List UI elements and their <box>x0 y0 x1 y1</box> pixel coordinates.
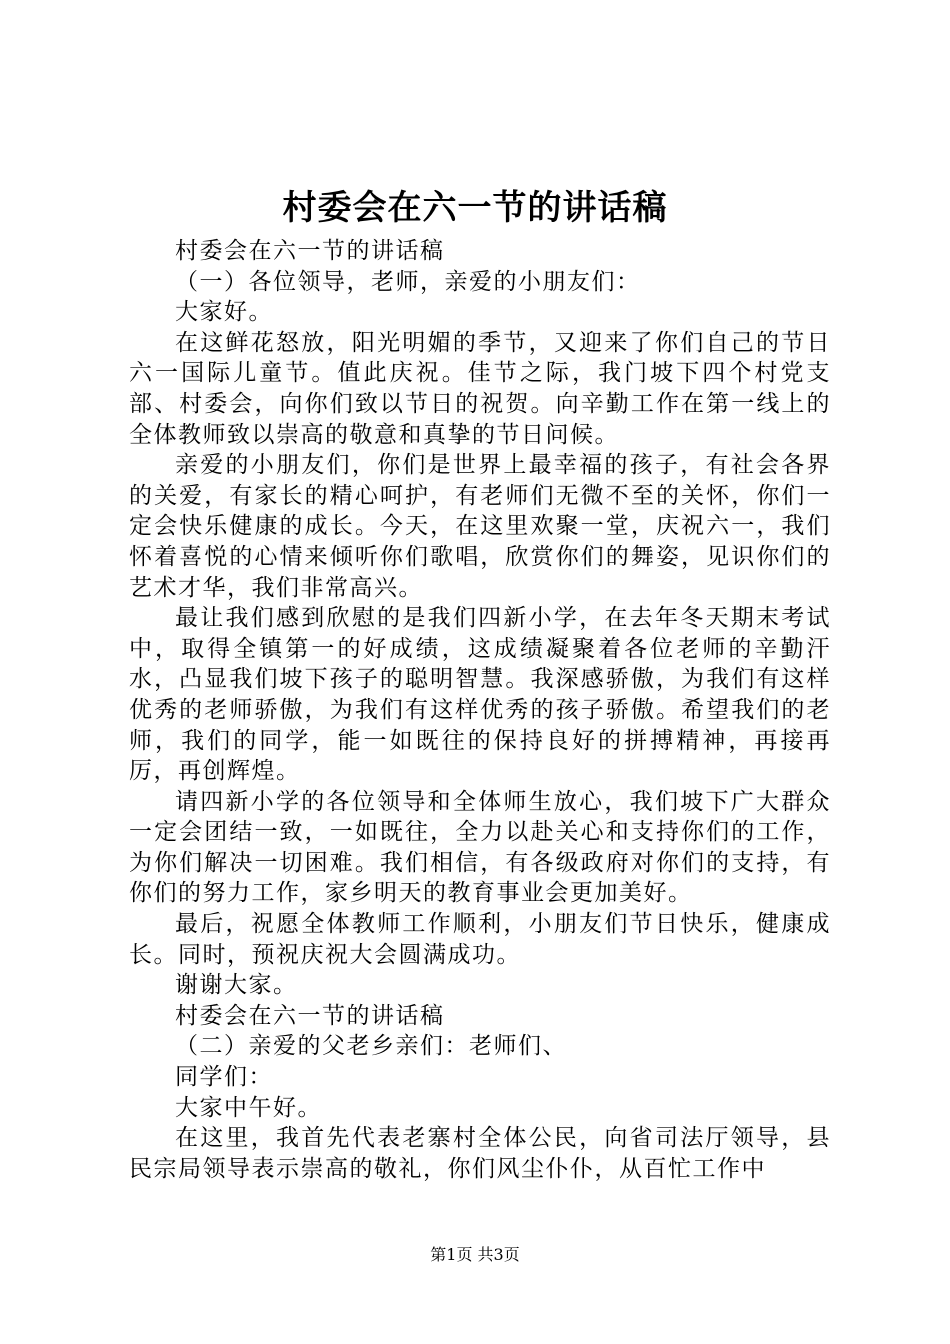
paragraph: 村委会在六一节的讲话稿 <box>175 1002 445 1029</box>
paragraph: （二）亲爱的父老乡亲们：老师们、 <box>175 1033 567 1060</box>
paragraph: 村委会在六一节的讲话稿 <box>175 238 445 264</box>
document-title: 村委会在六一节的讲话稿 <box>282 188 668 228</box>
document-body <box>129 236 831 1184</box>
paragraph: 亲爱的小朋友们，你们是世界上最幸福的孩子，有社会各界的关爱，有家长的精心呵护，有老师们无微不至的关怀，你们一定会快乐健康的成长。今天，在这里欢聚一堂，庆祝六一，我们怀着喜悦的心情来倾听你们歌唱，欣赏你们的舞姿，见识你们的艺术才华，我们非常高兴。 <box>129 452 831 601</box>
paragraph: 谢谢大家。 <box>175 972 298 999</box>
page-number-footer: 第1页 共3页 <box>430 1245 520 1264</box>
paragraph: （一）各位领导，老师，亲爱的小朋友们： <box>175 268 641 295</box>
paragraph: 大家好。 <box>175 299 273 326</box>
paragraph: 在这里，我首先代表老寨村全体公民，向省司法厅领导，县民宗局领导表示崇高的敬礼，你们风尘仆仆，从百忙工作中 <box>129 1125 831 1182</box>
paragraph: 最后，祝愿全体教师工作顺利，小朋友们节日快乐，健康成长。同时，预祝庆祝大会圆满成功。 <box>129 911 831 968</box>
paragraph: 大家中午好。 <box>175 1094 322 1121</box>
paragraph: 请四新小学的各位领导和全体师生放心，我们坡下广大群众一定会团结一致，一如既往，全力以赴关心和支持你们的工作，为你们解决一切困难。我们相信，有各级政府对你们的支持，有你们的努力工作，家乡明天的教育事业会更加美好。 <box>129 788 831 907</box>
paragraph: 最让我们感到欣慰的是我们四新小学，在去年冬天期末考试中，取得全镇第一的好成绩，这成绩凝聚着各位老师的辛勤汗水，凸显我们坡下孩子的聪明智慧。我深感骄傲，为我们有这样优秀的老师骄傲，为我们有这样优秀的孩子骄傲。希望我们的老师，我们的同学，能一如既往的保持良好的拼搏精神，再接再厉，再创辉煌。 <box>129 605 831 785</box>
paragraph: 在这鲜花怒放，阳光明媚的季节，又迎来了你们自己的节日六一国际儿童节。值此庆祝。佳节之际，我门坡下四个村党支部、村委会，向你们致以节日的祝贺。向辛勤工作在第一线上的全体教师致以崇高的敬意和真挚的节日问候。 <box>129 329 831 448</box>
paragraph: 同学们： <box>175 1064 273 1091</box>
